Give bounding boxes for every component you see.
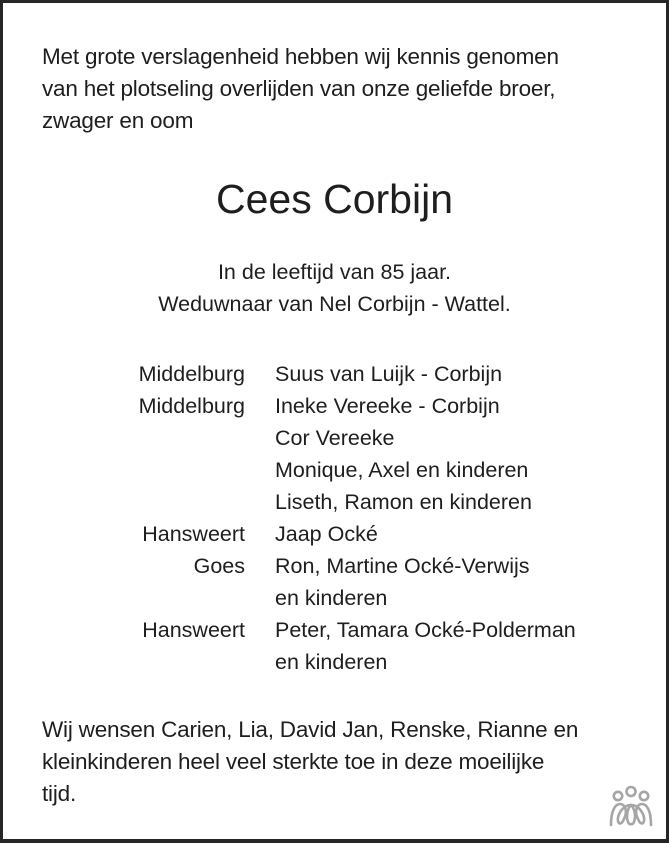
- family-place: [3, 454, 245, 486]
- age-line: In de leeftijd van 85 jaar.: [217, 260, 452, 284]
- people-group-icon: [608, 783, 654, 829]
- closing-line: Wij wensen Carien, Lia, David Jan, Renske, Rianne en: [42, 717, 579, 742]
- deceased-name: Cees Corbijn: [216, 176, 453, 222]
- family-row: [3, 422, 669, 454]
- family-row: [3, 646, 669, 678]
- family-place: Hansweert: [142, 618, 245, 642]
- family-person: Suus van Luijk - Corbijn: [275, 362, 503, 386]
- family-place: [3, 486, 245, 518]
- family-row: [3, 358, 669, 390]
- family-list: [3, 358, 669, 678]
- intro-line: Met grote verslagenheid hebben wij kennis genomen: [42, 44, 559, 69]
- family-person: Liseth, Ramon en kinderen: [275, 490, 532, 514]
- closing-line: kleinkinderen heel veel sterkte toe in deze moeilijke: [42, 749, 545, 774]
- family-person: Peter, Tamara Ocké-Polderman: [275, 618, 576, 642]
- family-place: Middelburg: [138, 394, 245, 418]
- family-person: en kinderen: [275, 650, 388, 674]
- intro-line: van het plotseling overlijden van onze geliefde broer,: [42, 76, 556, 101]
- family-row: [3, 486, 669, 518]
- intro-line: zwager en oom: [42, 108, 194, 133]
- family-row: [3, 582, 669, 614]
- widower-line: Weduwnaar van Nel Corbijn - Wattel.: [158, 292, 511, 316]
- family-person: en kinderen: [275, 586, 388, 610]
- family-row: [3, 614, 669, 646]
- family-person: Ineke Vereeke - Corbijn: [275, 394, 500, 418]
- closing-text: [42, 714, 642, 810]
- family-row: [3, 550, 669, 582]
- family-person: Cor Vereeke: [275, 426, 395, 450]
- deceased-details: [3, 256, 666, 320]
- family-person: Jaap Ocké: [275, 522, 378, 546]
- family-place: [3, 582, 245, 614]
- family-row: [3, 390, 669, 422]
- family-place: Goes: [193, 554, 245, 578]
- closing-line: tijd.: [42, 781, 77, 806]
- family-place: [3, 422, 245, 454]
- family-place: [3, 646, 245, 678]
- family-row: [3, 518, 669, 550]
- family-row: [3, 454, 669, 486]
- family-person: Monique, Axel en kinderen: [275, 458, 529, 482]
- family-place: Hansweert: [142, 522, 245, 546]
- family-person: Ron, Martine Ocké-Verwijs: [275, 554, 530, 578]
- intro-text: [42, 41, 642, 137]
- family-place: Middelburg: [138, 362, 245, 386]
